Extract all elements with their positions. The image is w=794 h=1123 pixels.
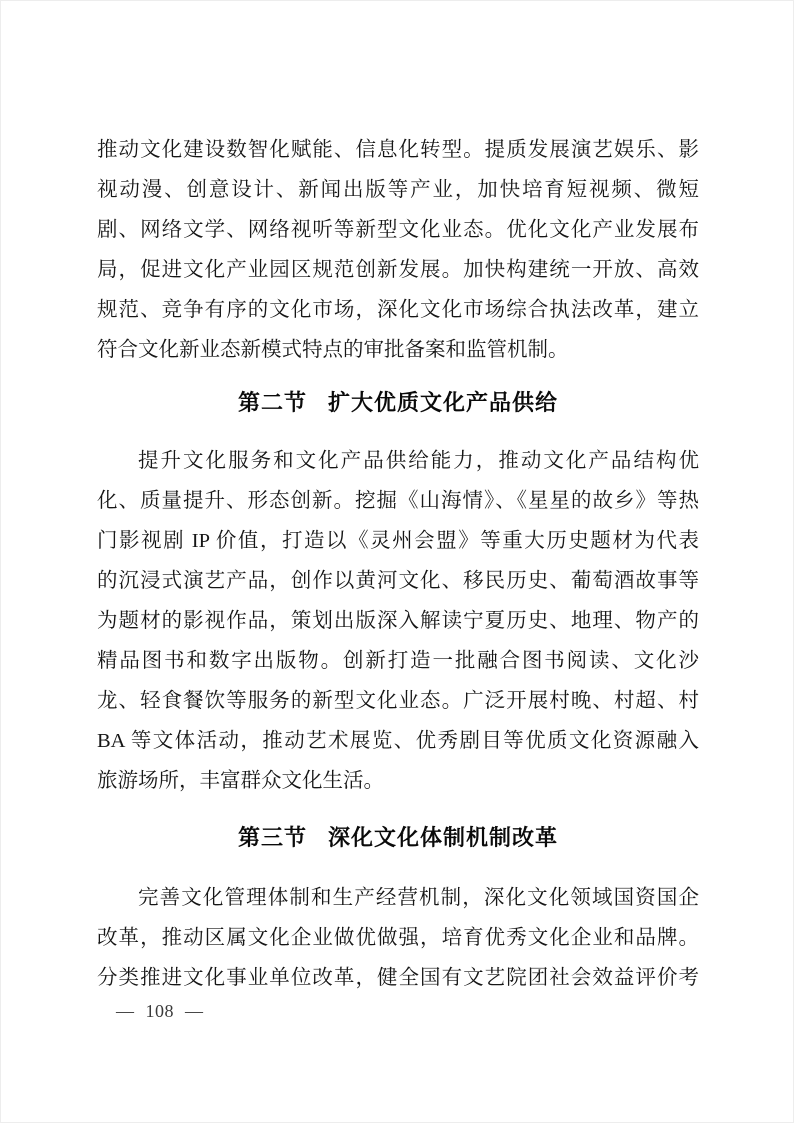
page-content <box>1 1 793 1022</box>
text-line: BA 等文体活动，推动艺术展览、优秀剧目等优质文化资源融入 <box>97 730 699 752</box>
footer-right-dash: — <box>185 1001 204 1021</box>
text-line: 提升文化服务和文化产品供给能力，推动文化产品结构优 <box>138 450 699 472</box>
text-line: 推动文化建设数智化赋能、信息化转型。提质发展演艺娱乐、影 <box>97 139 699 161</box>
paragraph-culture-industry <box>97 130 699 370</box>
paragraph-culture-supply <box>97 441 699 801</box>
footer-left-dash: — <box>116 1001 135 1021</box>
text-line: 剧、网络文学、网络视听等新型文化业态。优化文化产业发展布 <box>97 219 699 241</box>
text-line: 规范、竞争有序的文化市场，深化文化市场综合执法改革，建立 <box>97 299 699 321</box>
text-line: 旅游场所，丰富群众文化生活。 <box>97 770 384 792</box>
text-line: 龙、轻食餐饮等服务的新型文化业态。广泛开展村晚、村超、村 <box>97 690 699 712</box>
page-number: 108 <box>145 1001 174 1021</box>
text-line: 门影视剧 IP 价值，打造以《灵州会盟》等重大历史题材为代表 <box>97 530 699 552</box>
text-line: 局，促进文化产业园区规范创新发展。加快构建统一开放、高效 <box>97 259 699 281</box>
text-line: 分类推进文化事业单位改革，健全国有文艺院团社会效益评价考 <box>97 967 699 989</box>
text-line: 符合文化新业态新模式特点的审批备案和监管机制。 <box>97 339 569 361</box>
section-number: 第二节 <box>238 390 308 415</box>
text-line: 为题材的影视作品，策划出版深入解读宁夏历史、地理、物产的 <box>97 610 699 632</box>
page-footer <box>97 1000 699 1022</box>
text-line: 精品图书和数字出版物。创新打造一批融合图书阅读、文化沙 <box>97 650 699 672</box>
text-line: 完善文化管理体制和生产经营机制，深化文化领域国资国企 <box>138 887 699 909</box>
section-title: 扩大优质文化产品供给 <box>327 390 558 415</box>
text-line: 的沉浸式演艺产品，创作以黄河文化、移民历史、葡萄酒故事等 <box>97 570 699 592</box>
text-line: 视动漫、创意设计、新闻出版等产业，加快培育短视频、微短 <box>97 179 699 201</box>
text-line: 改革，推动区属文化企业做优做强，培育优秀文化企业和品牌。 <box>97 927 699 949</box>
section-title: 深化文化体制机制改革 <box>327 825 558 850</box>
section-number: 第三节 <box>238 825 308 850</box>
section-heading-3 <box>97 818 699 858</box>
paragraph-system-reform <box>97 878 699 998</box>
text-line: 化、质量提升、形态创新。挖掘《山海情》、《星星的故乡》等热 <box>97 490 699 512</box>
section-heading-2 <box>97 383 699 423</box>
